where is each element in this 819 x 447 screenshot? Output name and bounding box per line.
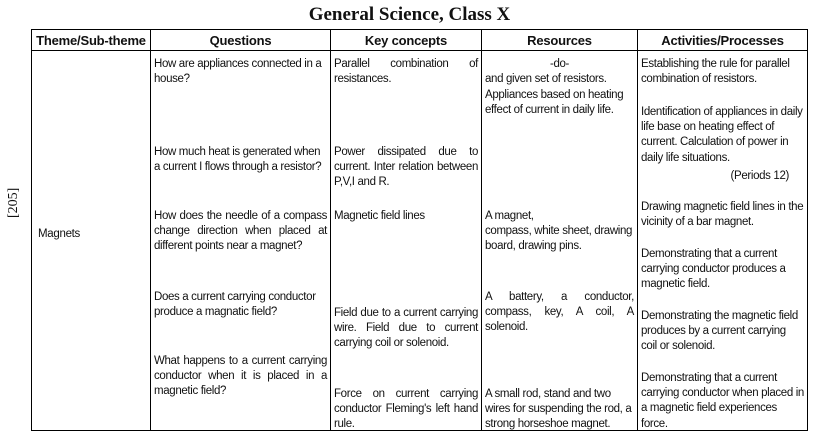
header-theme: Theme/Sub-theme [32, 30, 151, 51]
activity-2: Identification of appliances in daily life base on heating effect of current. Calculation of power in daily life situations. [641, 106, 803, 164]
key-concept-1: Parallel combination of resistances. [334, 58, 478, 86]
key-concepts-cell [331, 51, 482, 431]
header-questions: Questions [151, 30, 331, 51]
header-resources: Resources [482, 30, 638, 51]
activity-3: Drawing magnetic field lines in the vicinity of a bar magnet. [641, 201, 804, 229]
question-1: How are appliances connected in a house? [154, 58, 322, 86]
page-title: General Science, Class X [308, 4, 511, 25]
question-3: How does the needle of a compass change direction when placed at different points near a magnet? [154, 210, 327, 253]
question-5: What happens to a current carrying conductor when it is placed in a magnetic field? [154, 355, 327, 398]
header-activities: Activities/Processes [638, 30, 808, 51]
resource-3: Appliances based on heating effect of current in daily life. [485, 89, 624, 117]
page-number: [205] [6, 187, 21, 218]
resource-6: A battery, a conductor, compass, key, A coil, A solenoid. [485, 291, 634, 334]
resource-1: -do- [549, 58, 570, 70]
question-2: How much heat is generated when a current I flows through a resistor? [154, 146, 322, 174]
activity-1: Establishing the rule for parallel combination of resistors. [641, 58, 790, 86]
resource-2: and given set of resistors. [485, 73, 607, 85]
key-concept-3: Magnetic field lines [334, 210, 425, 222]
activity-2-periods: (Periods 12) [730, 170, 789, 182]
activities-cell [638, 51, 808, 431]
key-concept-4: Field due to a current carrying wire. Field due to current carrying coil or solenoid. [334, 307, 478, 350]
activity-5: Demonstrating the magnetic field produces by a current carrying coil or solenoid. [641, 310, 798, 353]
questions-cell [151, 51, 331, 431]
resource-7: A small rod, stand and two wires for suspending the rod, a strong horseshoe magnet. [485, 388, 632, 431]
activity-6: Demonstrating that a current carrying conductor when placed in a magnetic field experiences force. [641, 372, 804, 430]
syllabus-table [31, 29, 808, 431]
resources-cell [482, 51, 638, 431]
key-concept-5: Force on current carrying conductor Fleming's left hand rule. [334, 388, 478, 431]
resource-4: A magnet, [485, 210, 534, 222]
header-row [32, 30, 808, 51]
theme-cell [32, 51, 151, 431]
activity-4: Demonstrating that a current carrying conductor produces a magnetic field. [641, 248, 786, 291]
resource-5: compass, white sheet, drawing board, drawing pins. [485, 225, 633, 253]
theme-text: Magnets [38, 228, 81, 240]
key-concept-2: Power dissipated due to current. Inter relation between P,V,I and R. [334, 146, 478, 189]
question-4: Does a current carrying conductor produce a magnatic field? [154, 291, 316, 319]
content-row [32, 51, 808, 431]
header-key-concepts: Key concepts [331, 30, 482, 51]
